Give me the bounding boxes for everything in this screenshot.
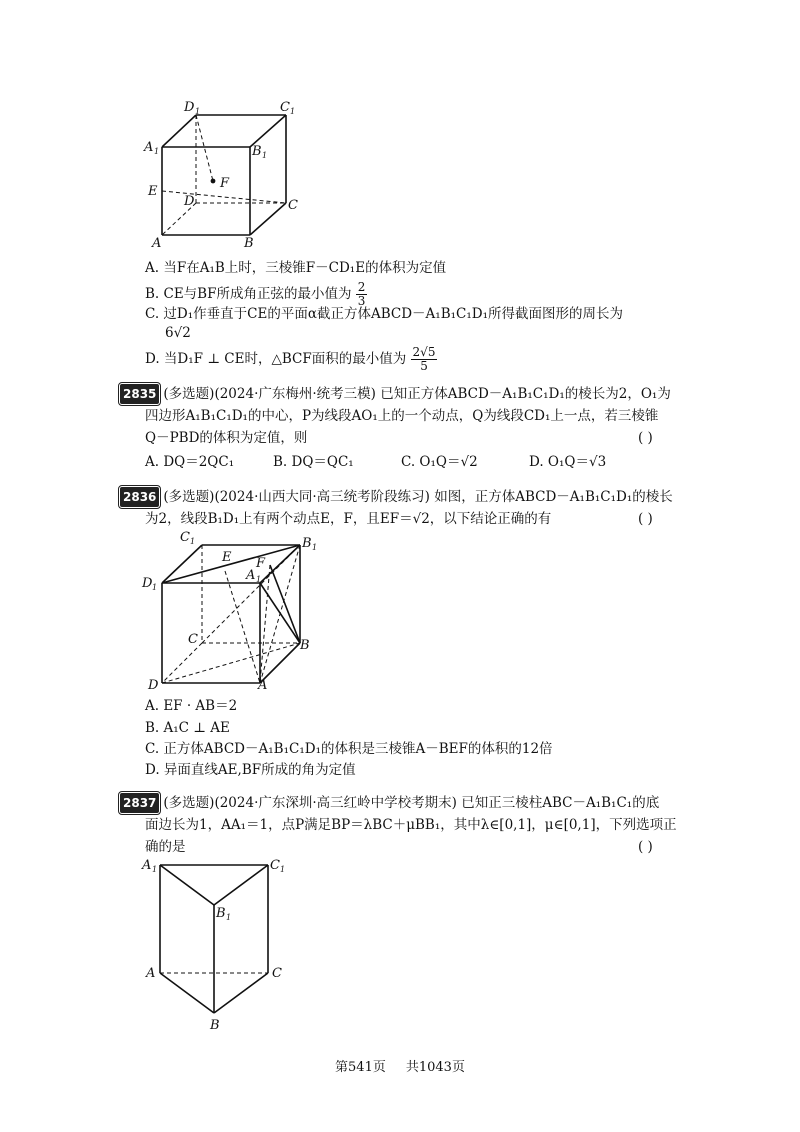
- label-C1: C: [180, 530, 190, 545]
- question-text: (多选题)(2024·广东深圳·高三红岭中学校考期末) 已知正三棱柱ABC－A₁B₁C₁的底: [163, 795, 660, 811]
- label-E: E: [222, 550, 232, 565]
- label-B: B: [244, 236, 254, 251]
- label-C: C: [288, 198, 298, 213]
- cube-figure-1: [140, 95, 310, 255]
- option-a: A. 当F在A₁B上时，三棱锥F－CD₁E的体积为定值: [145, 260, 447, 276]
- cube-figure-2: [140, 525, 330, 695]
- label-B1: B: [302, 536, 312, 551]
- numerator: 2√5: [412, 345, 436, 359]
- sub-1: 1: [290, 107, 296, 116]
- question-text: (多选题)(2024·山西大同·高三统考阶段练习) 如图，正方体ABCD－A₁B₁C₁D₁的棱长: [163, 489, 673, 505]
- label-C1: C: [280, 100, 290, 115]
- label-B: B: [300, 638, 310, 653]
- label-D1: D: [184, 100, 195, 115]
- fraction: [411, 346, 438, 373]
- label-A1: A: [144, 140, 154, 155]
- label-A1: A: [246, 568, 256, 583]
- label-D: D: [184, 194, 195, 209]
- label-B: B: [210, 1018, 220, 1033]
- label-D: D: [148, 678, 159, 693]
- question-2836-line1: [120, 487, 673, 507]
- denominator: 5: [420, 359, 428, 373]
- sub-1: 1: [190, 537, 196, 546]
- question-2835-line2: 四边形A₁B₁C₁D₁的中心，P为线段AO₁上的一个动点，Q为线段CD₁上一点，若三棱锥: [145, 408, 659, 424]
- sub-1: 1: [152, 865, 158, 874]
- answer-paren: ( ): [638, 511, 653, 527]
- label-A: A: [152, 236, 162, 251]
- denominator: 3: [357, 294, 366, 308]
- label-C: C: [272, 966, 282, 981]
- option-d: D. O₁Q＝√3: [529, 454, 607, 470]
- option-c-line2: 6√2: [165, 325, 191, 341]
- option-c-line1: C. 过D₁作垂直于CE的平面α截正方体ABCD－A₁B₁C₁D₁所得截面图形的周长为: [145, 306, 624, 322]
- option-d-text: D. 当D₁F ⊥ CE时，△BCF面积的最小值为: [145, 351, 407, 367]
- page-footer: [0, 1056, 800, 1075]
- option-a: A. DQ＝2QC₁: [145, 454, 235, 470]
- label-D1: D: [142, 576, 153, 591]
- label-F: F: [256, 556, 266, 571]
- label-E: E: [148, 184, 158, 199]
- question-2837-line2: 面边长为1，AA₁＝1，点P满足BP＝λBC＋μBB₁，其中λ∈[0,1]，μ∈[0,1]，下列选项正: [145, 817, 677, 833]
- question-2835-line1: [120, 384, 671, 404]
- label-F: F: [220, 176, 230, 191]
- label-B1: B: [252, 144, 262, 159]
- sub-1: 1: [195, 107, 201, 116]
- sub-1: 1: [280, 865, 286, 874]
- sub-1: 1: [226, 913, 232, 922]
- sub-1: 1: [312, 543, 318, 552]
- answer-paren: ( ): [638, 430, 653, 446]
- label-C: C: [188, 632, 198, 647]
- question-number: 2835: [120, 384, 159, 404]
- question-2835-line3: Q－PBD的体积为定值，则: [145, 430, 308, 446]
- prism-figure: [140, 855, 310, 1035]
- question-2836-line2: 为2，线段B₁D₁上有两个动点E，F，且EF＝√2，以下结论正确的有: [145, 511, 552, 527]
- label-A: A: [146, 966, 156, 981]
- option-d: [145, 346, 437, 373]
- question-2835-options: [145, 452, 606, 472]
- label-A1: A: [142, 858, 152, 873]
- option-c: C. 正方体ABCD－A₁B₁C₁D₁的体积是三棱锥A－BEF的体积的12倍: [145, 741, 553, 757]
- option-d: D. 异面直线AE,BF所成的角为定值: [145, 762, 356, 778]
- option-b: B. A₁C ⊥ AE: [145, 720, 230, 736]
- option-b-text: B. CE与BF所成角正弦的最小值为: [145, 286, 352, 302]
- question-number: 2836: [120, 487, 159, 507]
- sub-1: 1: [256, 575, 262, 584]
- sub-1: 1: [152, 583, 158, 592]
- page-number: 第541页: [335, 1060, 386, 1075]
- option-c: C. O₁Q＝√2: [401, 454, 478, 470]
- label-A: A: [258, 678, 268, 693]
- answer-paren: ( ): [638, 839, 653, 855]
- question-text: (多选题)(2024·广东梅州·统考三模) 已知正方体ABCD－A₁B₁C₁D₁的棱长为2，O₁为: [163, 386, 671, 402]
- question-2837-line3: 确的是: [145, 839, 186, 855]
- sub-1: 1: [154, 147, 160, 156]
- question-number: 2837: [120, 793, 159, 813]
- question-2837-line1: [120, 793, 659, 813]
- option-a: A. EF · AB＝2: [145, 698, 238, 714]
- option-b: B. DQ＝QC₁: [273, 454, 354, 470]
- page-total: 共1043页: [405, 1060, 465, 1075]
- numerator: 2: [357, 280, 366, 294]
- label-B1: B: [216, 906, 226, 921]
- sub-1: 1: [262, 151, 268, 160]
- label-C1: C: [270, 858, 280, 873]
